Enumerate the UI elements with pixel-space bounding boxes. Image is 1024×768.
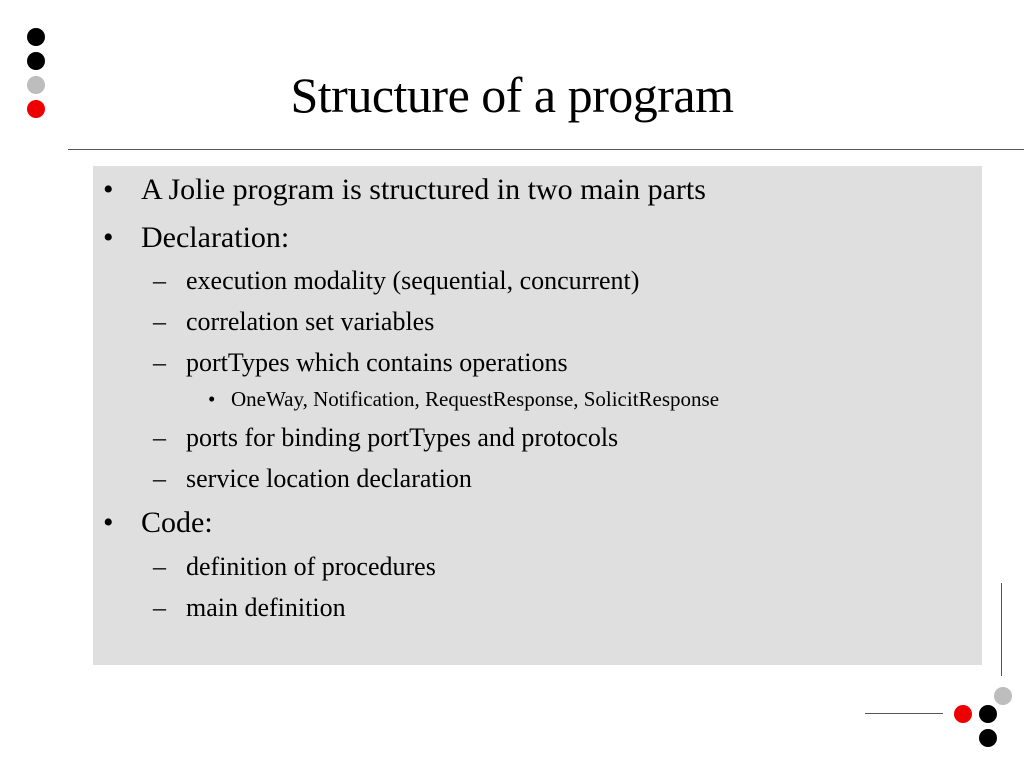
bullet-marker: •	[103, 506, 114, 539]
sub-bullet-text: definition of procedures	[186, 552, 436, 581]
decor-dot-gray	[994, 687, 1012, 705]
decor-dot-black-2	[979, 729, 997, 747]
slide-title: Structure of a program	[290, 67, 734, 123]
sub-bullet-text: portTypes which contains operations	[186, 348, 568, 377]
sub-sub-bullet-text: OneWay, Notification, RequestResponse, SolicitResponse	[231, 387, 720, 411]
bullet-text: A Jolie program is structured in two main parts	[141, 173, 706, 206]
decor-dot-black-1	[27, 28, 45, 46]
bullet-marker: •	[103, 221, 114, 254]
bullet-marker: •	[103, 173, 114, 206]
bullet-marker: •	[208, 387, 216, 411]
dash-marker: –	[153, 307, 166, 336]
decor-horizontal-rule	[865, 713, 943, 714]
title-divider	[68, 149, 1024, 150]
dash-marker: –	[153, 348, 166, 377]
dash-marker: –	[153, 552, 166, 581]
decor-dot-black-1	[979, 705, 997, 723]
sub-bullet-text: execution modality (sequential, concurrent)	[186, 266, 640, 295]
dash-marker: –	[153, 593, 166, 622]
sub-bullet-text: main definition	[186, 593, 346, 622]
content-box	[93, 166, 982, 665]
dash-marker: –	[153, 266, 166, 295]
sub-bullet-text: service location declaration	[186, 464, 472, 493]
decor-dot-red	[954, 705, 972, 723]
decor-vertical-rule	[1001, 583, 1002, 676]
bullet-text: Declaration:	[141, 221, 290, 254]
sub-bullet-text: correlation set variables	[186, 307, 435, 336]
sub-bullet-text: ports for binding portTypes and protocols	[186, 423, 619, 452]
dash-marker: –	[153, 423, 166, 452]
dash-marker: –	[153, 464, 166, 493]
bullet-text: Code:	[141, 506, 213, 539]
